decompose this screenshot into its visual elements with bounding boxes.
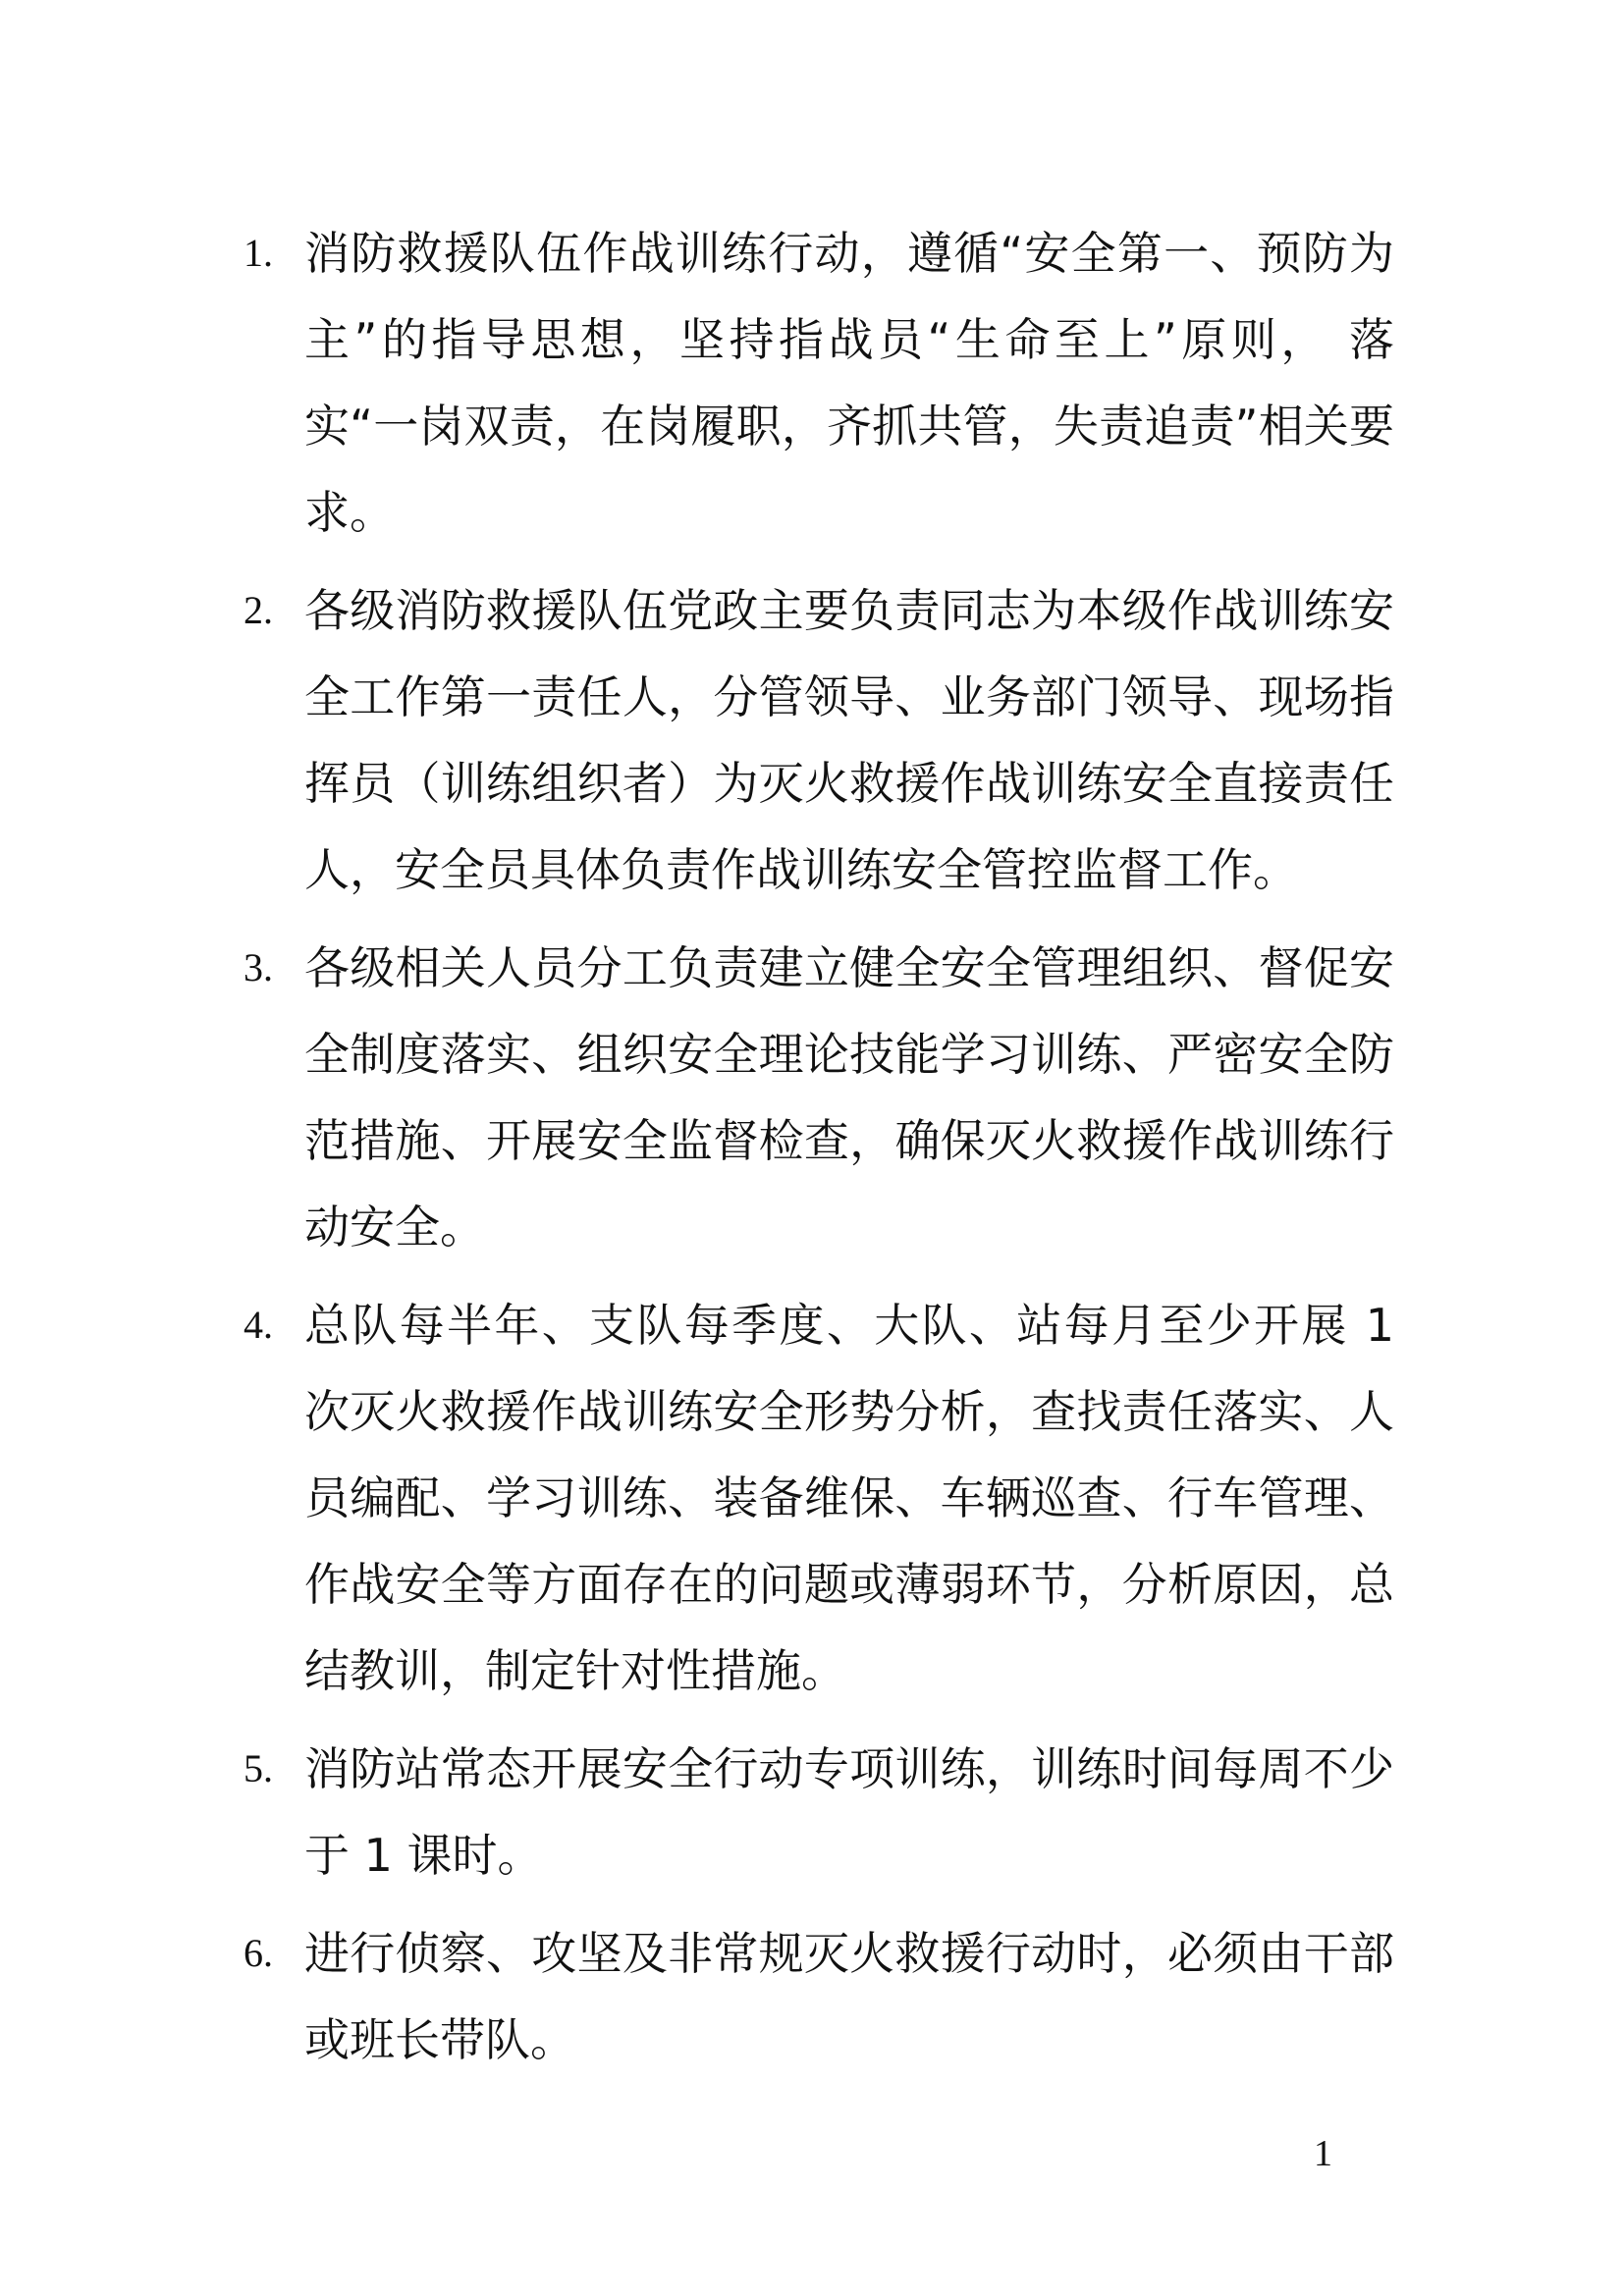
item-text: 消防站常态开展安全行动专项训练，训练时间每周不少于 1 课时。 <box>304 1742 1394 1882</box>
item-number: 4. <box>244 1303 273 1347</box>
item-text: 各级相关人员分工负责建立健全安全管理组织、督促安全制度落实、组织安全理论技能学习训练、严密安全防范措施、开展安全监督检查，确保灭火救援作战训练行动安全。 <box>304 941 1394 1254</box>
item-number: 1. <box>244 231 273 275</box>
item-text: 各级消防救援队伍党政主要负责同志为本级作战训练安全工作第一责任人，分管领导、业务部门领导、现场指挥员（训练组织者）为灭火救援作战训练安全直接责任人，安全员具体负责作战训练安全管控监督工作。 <box>304 584 1394 896</box>
list-item <box>236 1910 1394 2083</box>
item-number: 2. <box>244 588 273 632</box>
numbered-list <box>236 210 1394 2095</box>
item-text: 消防救援队伍作战训练行动，遵循“安全第一、预防为主”的指导思想，坚持指战员“生命至上”原则， 落实“一岗双责，在岗履职，齐抓共管，失责追责”相关要求。 <box>304 227 1394 539</box>
item-text: 进行侦察、攻坚及非常规灭火救援行动时，必须由干部或班长带队。 <box>304 1927 1394 2066</box>
item-number: 5. <box>244 1746 273 1790</box>
item-number: 3. <box>244 945 273 989</box>
page-number: 1 <box>1314 2133 1332 2174</box>
item-number: 6. <box>244 1931 273 1975</box>
list-item <box>236 1282 1394 1714</box>
item-text: 总队每半年、支队每季度、大队、站每月至少开展 1 次灭火救援作战训练安全形势分析，查找责任落实、人员编配、学习训练、装备维保、车辆巡查、行车管理、作战安全等方面存在的问题或薄弱环节，分析原因，总结教训，制定针对性措施。 <box>304 1299 1394 1697</box>
list-item <box>236 210 1394 556</box>
list-item <box>236 925 1394 1270</box>
list-item <box>236 1726 1394 1898</box>
list-item <box>236 567 1394 913</box>
